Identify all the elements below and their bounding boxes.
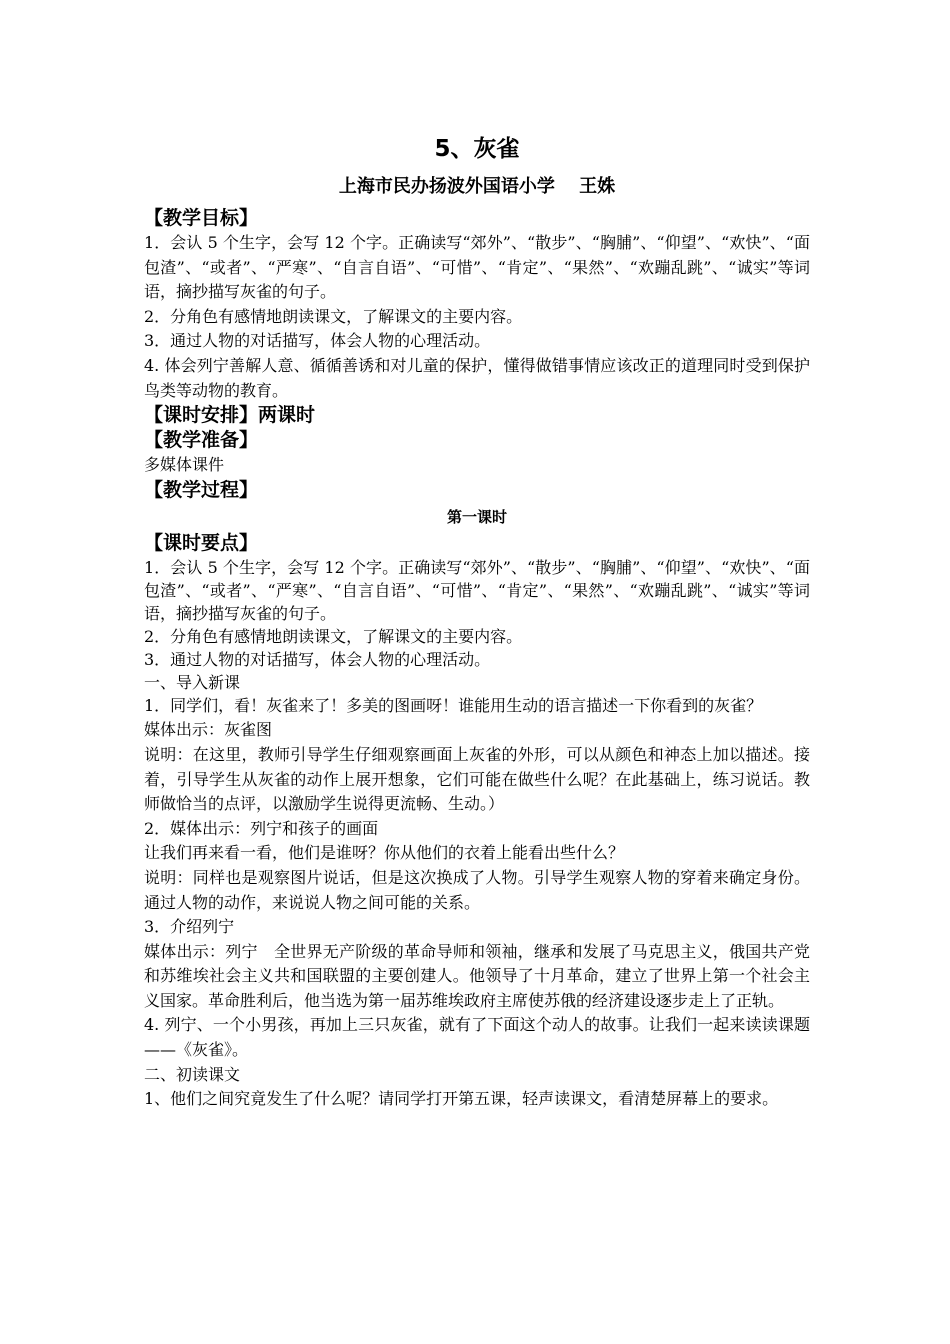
objective-item: 3．通过人物的对话描写，体会人物的心理活动。 (144, 331, 491, 351)
section-heading: 二、初读课文 (144, 1064, 241, 1084)
section-heading: 一、导入新课 (144, 672, 241, 692)
paragraph: 1．同学们，看！灰雀来了！多美的图画呀！谁能用生动的语言描述一下你看到的灰雀？ (144, 695, 763, 715)
keypoint-item: 1．会认 5 个生字，会写 12 个字。正确读写“郊外”、“散步”、“胸脯”、“仰望”、“欢快”、“面包渣”、“或者”、“严寒”、“自言自语”、“可惜”、“肯定”、“果然”、“欢蹦乱跳”、“诚实”等词语，摘抄描写灰雀的句子。 (144, 557, 810, 623)
author-line: 上海市民办扬波外国语小学 王姝 (338, 176, 616, 197)
media-note: 媒体出示：灰雀图 (144, 720, 273, 740)
preparation-text: 多媒体课件 (144, 455, 225, 475)
keypoints-heading: 【课时要点】 (144, 531, 259, 554)
paragraph: 让我们再来看一看，他们是谁呀？你从他们的衣着上能看出些什么？ (144, 843, 625, 863)
paragraph: 4. 列宁、一个小男孩，再加上三只灰雀，就有了下面这个动人的故事。让我们一起来读读课题——《灰雀》。 (144, 1015, 810, 1060)
preparation-heading: 【教学准备】 (144, 429, 259, 452)
keypoint-item: 2．分角色有感情地朗读课文，了解课文的主要内容。 (144, 626, 523, 646)
lesson-title: 第一课时 (446, 507, 507, 526)
paragraph: 3．介绍列宁 (144, 917, 235, 937)
paragraph: 2．媒体出示：列宁和孩子的画面 (144, 818, 379, 838)
explanation-note: 说明：同样也是观察图片说话，但是这次换成了人物。引导学生观察人物的穿着来确定身份。通过人物的动作，来说说人物之间可能的关系。 (144, 867, 810, 912)
explanation-note: 说明：在这里，教师引导学生仔细观察画面上灰雀的外形，可以从颜色和神态上加以描述。接着，引导学生从灰雀的动作上展开想象，它们可能在做些什么呢？在此基础上，练习说话。教师做恰当的点评，以激励学生说得更流畅、生动。） (144, 744, 810, 814)
objectives-heading: 【教学目标】 (144, 207, 259, 229)
objective-item: 2．分角色有感情地朗读课文，了解课文的主要内容。 (144, 306, 523, 326)
process-heading: 【教学过程】 (144, 478, 259, 501)
document-body (144, 132, 810, 1112)
paragraph: 1、他们之间究竟发生了什么呢？请同学打开第五课，轻声读课文，看清楚屏幕上的要求。 (144, 1089, 779, 1109)
objective-item: 1．会认 5 个生字，会写 12 个字。正确读写“郊外”、“散步”、“胸脯”、“仰望”、“欢快”、“面包渣”、“或者”、“严寒”、“自言自语”、“可惜”、“肯定”、“果然”、“欢蹦乱跳”、“诚实”等词语，摘抄描写灰雀的句子。 (144, 233, 810, 302)
objective-item: 4. 体会列宁善解人意、循循善诱和对儿童的保护，懂得做错事情应该改正的道理同时受到保护鸟类等动物的教育。 (144, 355, 810, 400)
media-note: 媒体出示：列宁 全世界无产阶级的革命导师和领袖，继承和发展了马克思主义，俄国共产党和苏维埃社会主义共和国联盟的主要创建人。他领导了十月革命，建立了世界上第一个社会主义国家。革命胜利后，他当选为第一届苏维埃政府主席使苏俄的经济建设逐步走上了正轨。 (144, 941, 810, 1010)
schedule-heading: 【课时安排】两课时 (144, 404, 316, 427)
document-title: 5、灰雀 (434, 136, 520, 162)
keypoint-item: 3．通过人物的对话描写，体会人物的心理活动。 (144, 649, 491, 669)
